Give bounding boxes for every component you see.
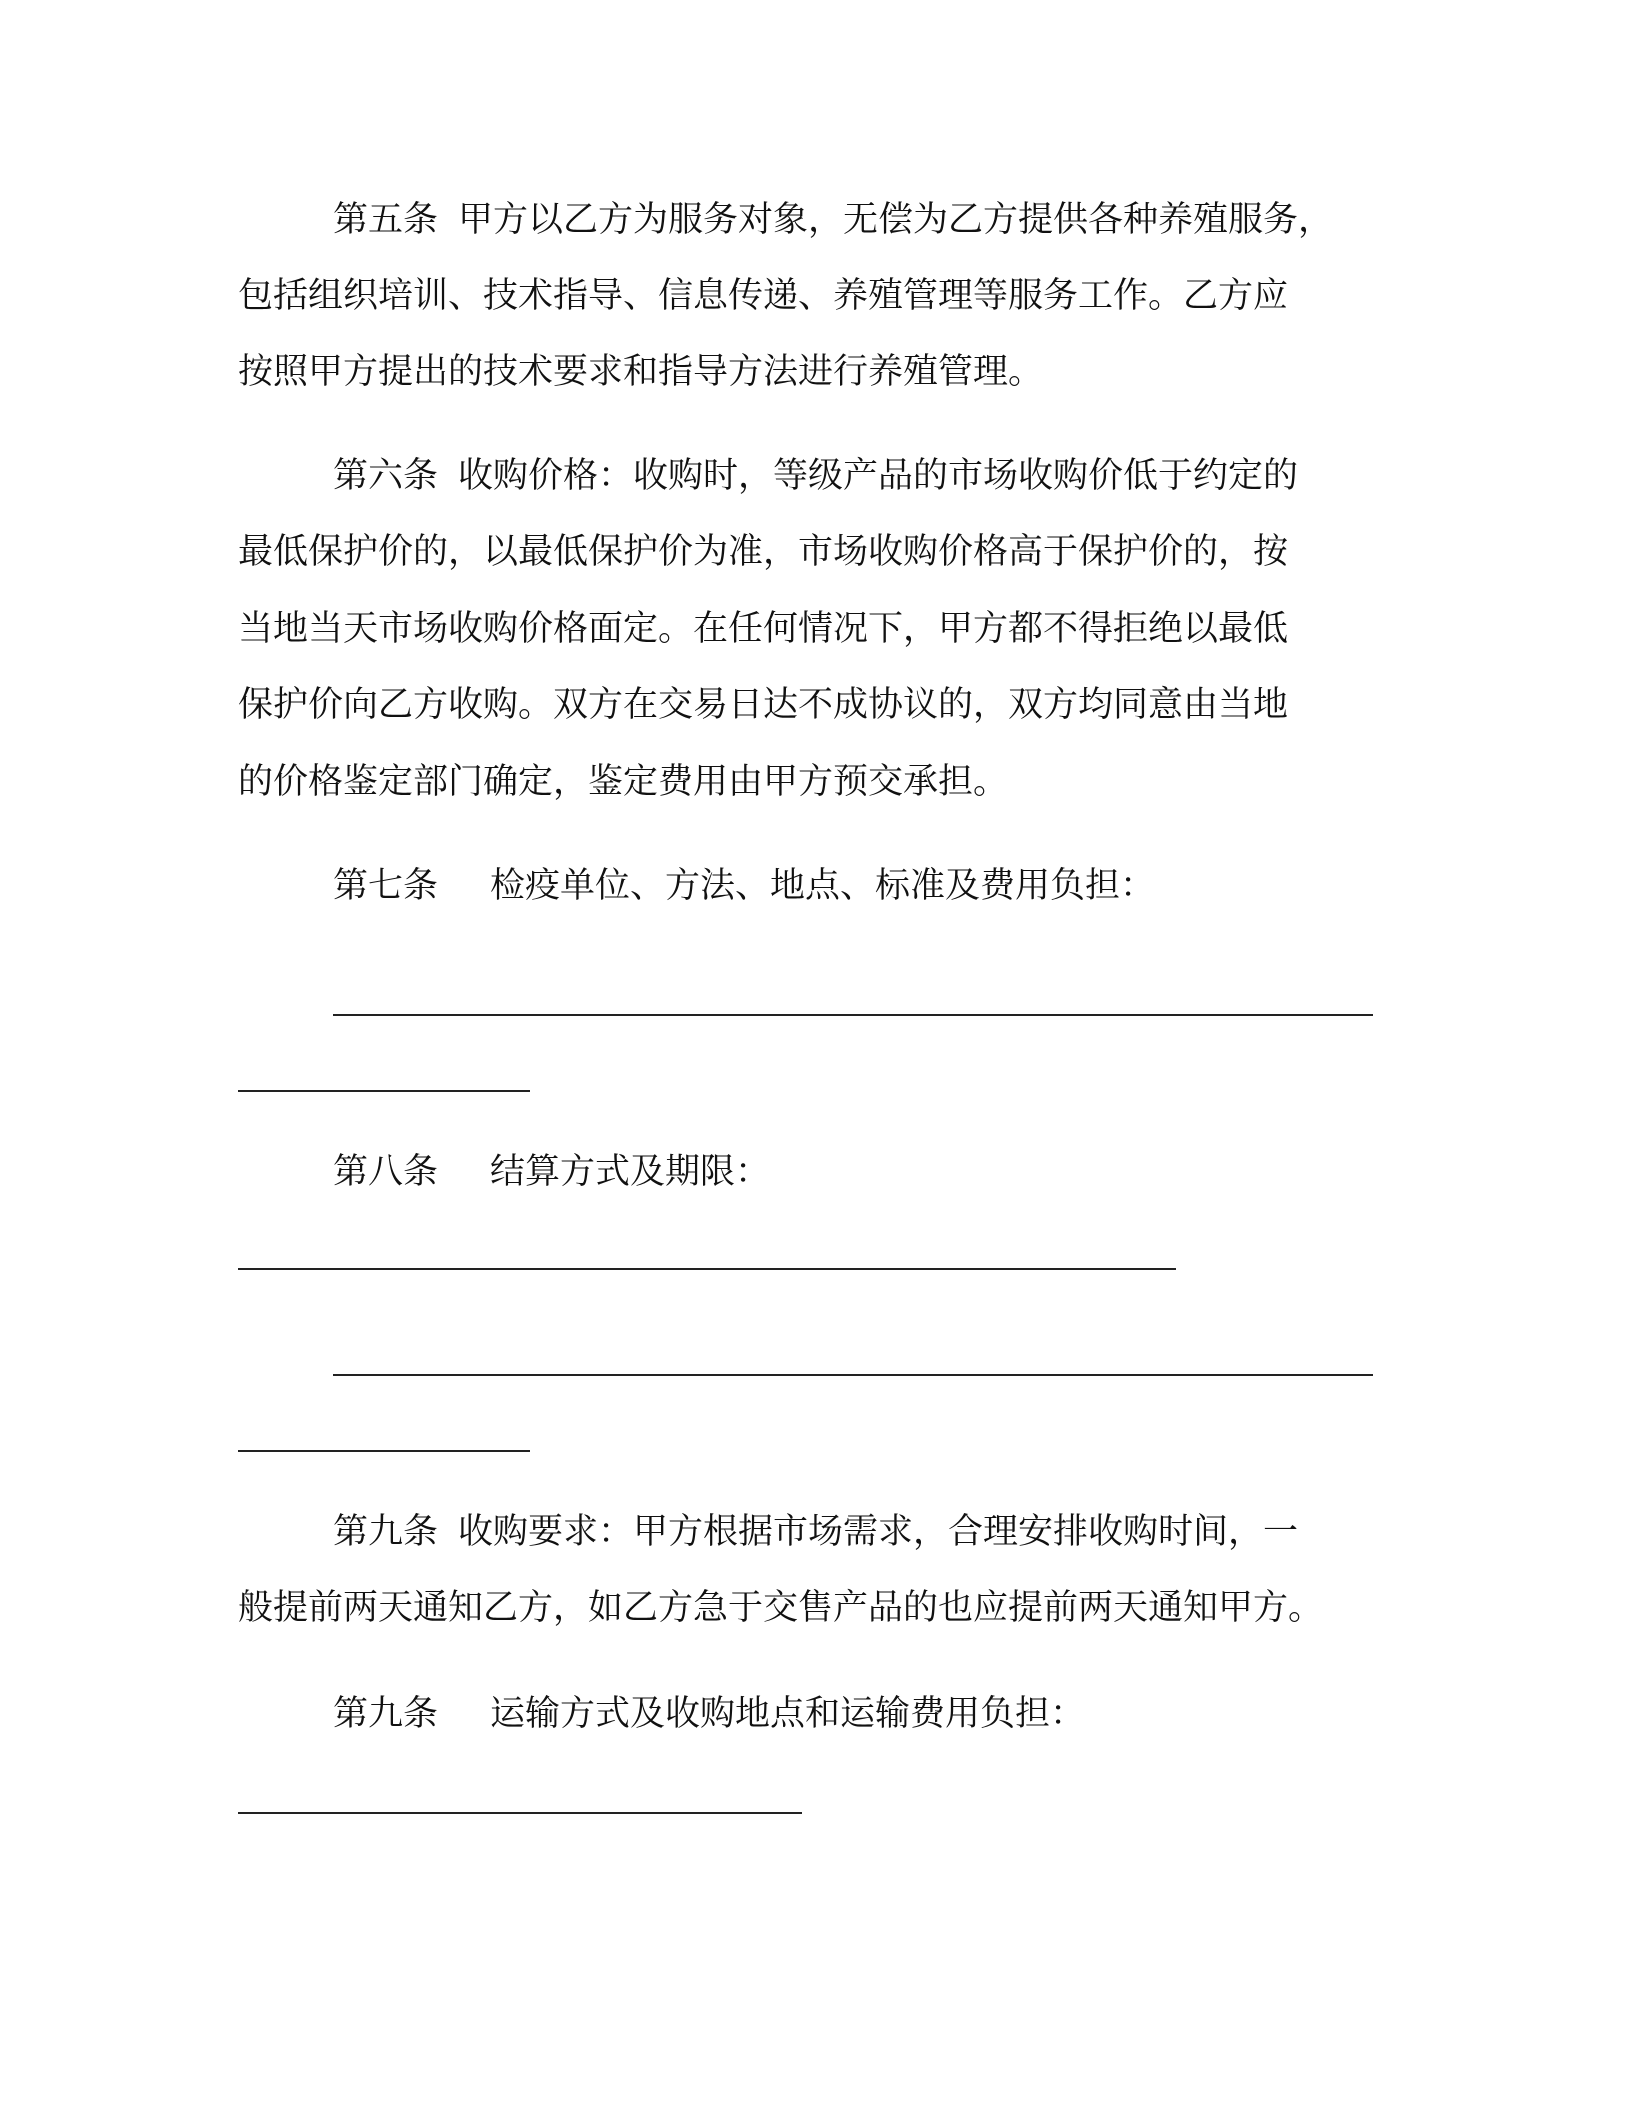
article-9b-line <box>333 1690 1085 1738</box>
article-5-text-1: 甲方以乙方为服务对象，无偿为乙方提供各种养殖服务， <box>458 200 1334 240</box>
article-8-number: 第八条 <box>333 1152 439 1192</box>
article-5-line-3: 按照甲方提出的技术要求和指导方法进行养殖管理。 <box>238 352 1044 392</box>
article-6-line-2: 最低保护价的，以最低保护价为准，市场收购价格高于保护价的，按 <box>238 532 1289 572</box>
article-7-text: 检疫单位、方法、地点、标准及费用负担： <box>490 866 1156 906</box>
article-5-line-1 <box>333 196 1333 244</box>
article-7-blank-line-2 <box>238 1090 530 1092</box>
article-8-blank-line-2 <box>333 1374 1373 1376</box>
article-6-text-1: 收购价格：收购时，等级产品的市场收购价低于约定的 <box>458 456 1299 496</box>
article-6-line-5: 的价格鉴定部门确定，鉴定费用由甲方预交承担。 <box>238 762 1009 802</box>
article-7-blank-line-1 <box>333 1014 1373 1016</box>
article-7-number: 第七条 <box>333 866 439 906</box>
article-6-line-1 <box>333 452 1298 500</box>
article-6-number: 第六条 <box>333 456 439 496</box>
article-9a-text-1: 收购要求：甲方根据市场需求，合理安排收购时间，一 <box>458 1512 1299 1552</box>
article-9a-line-1 <box>333 1508 1298 1556</box>
article-9a-line-2: 般提前两天通知乙方，如乙方急于交售产品的也应提前两天通知甲方。 <box>238 1588 1324 1628</box>
article-8-line <box>333 1148 770 1196</box>
article-8-blank-line-1 <box>238 1268 1176 1270</box>
article-8-blank-line-3 <box>238 1450 530 1452</box>
article-5-number: 第五条 <box>333 200 439 240</box>
article-8-text: 结算方式及期限： <box>490 1152 771 1192</box>
article-9b-text: 运输方式及收购地点和运输费用负担： <box>490 1694 1086 1734</box>
article-9a-number: 第九条 <box>333 1512 439 1552</box>
article-5-line-2: 包括组织培训、技术指导、信息传递、养殖管理等服务工作。乙方应 <box>238 276 1289 316</box>
article-6-line-3: 当地当天市场收购价格面定。在任何情况下，甲方都不得拒绝以最低 <box>238 609 1289 649</box>
article-7-line <box>333 862 1155 910</box>
article-9b-blank-line <box>238 1812 802 1814</box>
article-9b-number: 第九条 <box>333 1694 439 1734</box>
article-6-line-4: 保护价向乙方收购。双方在交易日达不成协议的，双方均同意由当地 <box>238 685 1289 725</box>
